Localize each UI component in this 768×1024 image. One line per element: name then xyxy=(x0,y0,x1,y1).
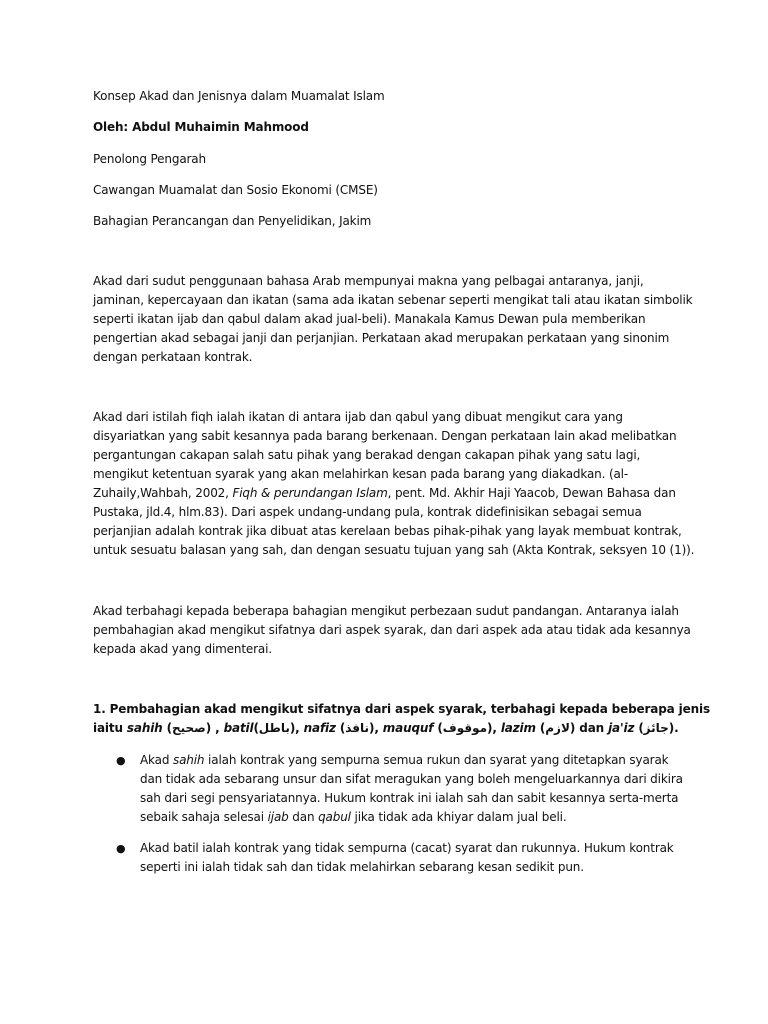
term-qabul: qabul xyxy=(318,810,351,824)
paragraph-line: perjanjian adalah kontrak jika dibuat atas kerelaan bebas pihak-pihak yang layak membuat kontrak, xyxy=(93,524,682,538)
text-span: , xyxy=(211,721,224,735)
bullet-icon: ● xyxy=(116,842,126,855)
text-span: ialah kontrak yang sempurna semua rukun dan syarat yang ditetapkan syarak xyxy=(204,753,669,767)
bullet-line xyxy=(140,809,567,825)
term-jaiz: ja'iz xyxy=(608,721,635,735)
document-title: Konsep Akad dan Jenisnya dalam Muamalat Islam xyxy=(93,89,385,103)
term-batil: batil xyxy=(223,721,254,735)
text-span: , xyxy=(374,721,383,735)
bullet-line: sah dari segi pensyariatannya. Hukum kontrak ini ialah sah dan sabit kesannya serta-merta xyxy=(140,791,679,805)
paragraph-line: Akad dari sudut penggunaan bahasa Arab mempunyai makna yang pelbagai antaranya, janji, xyxy=(93,274,644,288)
text-span: iaitu xyxy=(93,721,127,735)
paragraph-line: Akad terbahagi kepada beberapa bahagian mengikut perbezaan sudut pandangan. Antaranya ialah xyxy=(93,604,679,618)
text-span: . xyxy=(674,721,679,735)
text-span: dan xyxy=(288,810,319,824)
paragraph-line: pembahagian akad mengikut sifatnya dari aspek syarak, dan dari aspek ada atau tidak ada kesannya xyxy=(93,623,691,637)
paragraph-line: dengan perkataan kontrak. xyxy=(93,350,253,364)
author-line: Oleh: Abdul Muhaimin Mahmood xyxy=(93,120,309,134)
text-span: sebaik sahaja selesai xyxy=(140,810,268,824)
arabic-term: (موقوف) xyxy=(437,721,493,735)
text-span: dan xyxy=(575,721,609,735)
paragraph-line: pengertian akad sebagai janji dan perjanjian. Perkataan akad merupakan perkataan yang sinonim xyxy=(93,331,670,345)
bullet-line xyxy=(140,752,668,768)
author-branch: Cawangan Muamalat dan Sosio Ekonomi (CMSE) xyxy=(93,183,378,197)
text-span: , pent. Md. Akhir Haji Yaacob, Dewan Bahasa dan xyxy=(387,486,676,500)
text-span: Akad xyxy=(140,753,173,767)
paragraph-line: mengikut ketentuan syarak yang akan melahirkan kesan pada barang yang diakadkan. (al- xyxy=(93,467,629,481)
section-heading-line: 1. Pembahagian akad mengikut sifatnya dari aspek syarak, terbahagi kepada beberapa jenis xyxy=(93,702,710,716)
text-span: jika tidak ada khiyar dalam jual beli. xyxy=(350,810,567,824)
term-mauquf: mauquf xyxy=(382,721,434,735)
paragraph-line: jaminan, kepercayaan dan ikatan (sama ada ikatan sebenar seperti mengikat tali atau ikatan simbolik xyxy=(93,293,693,307)
bullet-line: Akad batil ialah kontrak yang tidak sempurna (cacat) syarat dan rukunnya. Hukum kontrak xyxy=(140,841,674,855)
paragraph-line: kepada akad yang dimenterai. xyxy=(93,642,272,656)
term-sahih: sahih xyxy=(172,753,205,767)
paragraph-line: disyariatkan yang sabit kesannya pada barang berkenaan. Dengan perkataan lain akad melibatkan xyxy=(93,429,677,443)
book-title: Fiqh & perundangan Islam xyxy=(232,486,388,500)
bullet-line: seperti ini ialah tidak sah dan tidak melahirkan sebarang kesan sedikit pun. xyxy=(140,860,584,874)
text-span: Zuhaily,Wahbah, 2002, xyxy=(93,486,233,500)
paragraph-line: untuk sesuatu balasan yang sah, dan dengan sesuatu tujuan yang sah (Akta Kontrak, seksyen 10 (1)). xyxy=(93,543,695,557)
term-lazim: lazim xyxy=(500,721,536,735)
paragraph-line: seperti ikatan ijab dan qabul dalam akad jual-beli). Manakala Kamus Dewan pula memberikan xyxy=(93,312,646,326)
section-heading-line xyxy=(93,720,679,736)
arabic-term: (لازم) xyxy=(539,721,576,735)
term-nafiz: nafiz xyxy=(303,721,336,735)
paragraph-line: pergantungan cakapan salah satu pihak yang berakad dengan cakapan pihak yang satu lagi, xyxy=(93,448,641,462)
author-division: Bahagian Perancangan dan Penyelidikan, Jakim xyxy=(93,214,372,228)
bullet-icon: ● xyxy=(116,754,126,767)
term-sahih: sahih xyxy=(126,721,163,735)
term-ijab: ijab xyxy=(267,810,289,824)
paragraph-line xyxy=(93,485,676,501)
paragraph-line: Pustaka, jld.4, hlm.83). Dari aspek undang-undang pula, kontrak didefinisikan sebagai semua xyxy=(93,505,642,519)
arabic-term: (باطل) xyxy=(253,721,296,735)
arabic-term: (صحيح) xyxy=(166,721,212,735)
arabic-term: (نافذ) xyxy=(339,721,375,735)
author-position: Penolong Pengarah xyxy=(93,152,206,166)
arabic-term: (جائز) xyxy=(638,721,675,735)
text-span: , xyxy=(295,721,304,735)
text-span: , xyxy=(492,721,501,735)
paragraph-line: Akad dari istilah fiqh ialah ikatan di antara ijab dan qabul yang dibuat mengikut cara yang xyxy=(93,410,623,424)
bullet-line: dan tidak ada sebarang unsur dan sifat meragukan yang boleh mengeluarkannya dari dikira xyxy=(140,772,683,786)
